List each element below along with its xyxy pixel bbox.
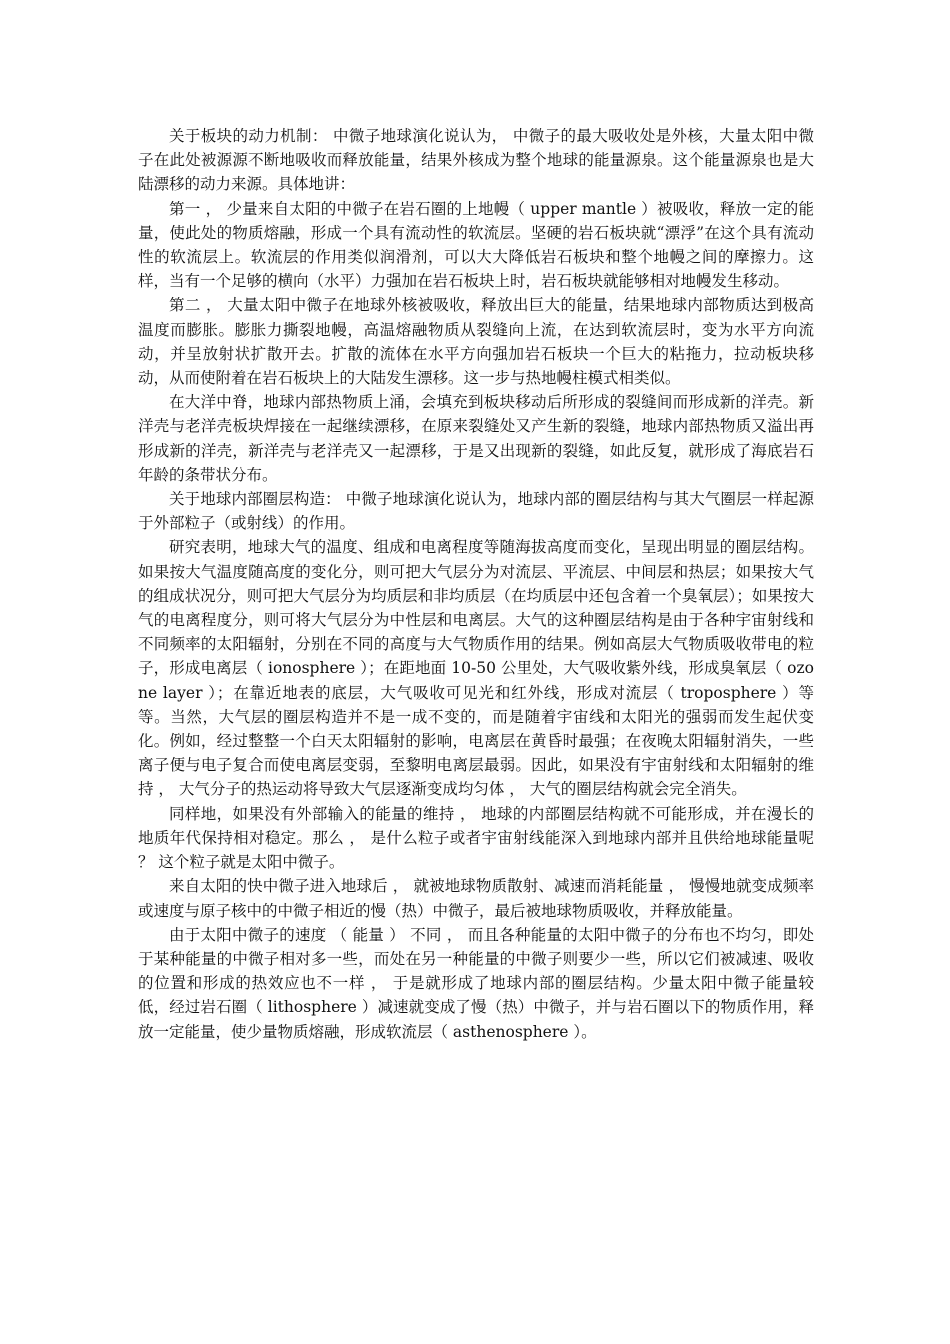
- paragraph-energy-input: 同样地，如果没有外部输入的能量的维持 ， 地球的内部圈层结构就不可能形成，并在漫长的地质年代保持相对稳定。那么 ， 是什么粒子或者宇宙射线能深入到地球内部并且供给地球能量呢 ？ 这个粒子就是太阳中微子。: [138, 804, 814, 872]
- paragraph-neutrino-energy: 由于太阳中微子的速度 （ 能量 ） 不同 ， 而且各种能量的太阳中微子的分布也不均匀，即处于某种能量的中微子相对多一些，而处在另一种能量的中微子则要少一些，所以它们被减速、吸收的位置和形成的热效应也不一样 ， 于是就形成了地球内部的圈层结构。少量太阳中微子能量较低，经过岩石圈（ lithosphere ）减速就变成了慢（热）中微子，并与岩石圈以下的物质作用，释放一定能量，使少量物质熔融，形成软流层（ asthenosphere ）。: [138, 925, 814, 1041]
- paragraph-first-mechanism: 第一 ， 少量来自太阳的中微子在岩石圈的上地幔（ upper mantle ）被吸收，释放一定的能量，使此处的物质熔融，形成一个具有流动性的软流层。坚硬的岩石板块就“漂浮”在这个具有流动性的软流层上。软流层的作用类似润滑剂，可以大大降低岩石板块和整个地幔之间的摩擦力。这样，当有一个足够的横向（水平）力强加在岩石板块上时，岩石板块就能够相对地幔发生移动。: [138, 199, 814, 291]
- paragraph-fast-neutrinos: 来自太阳的快中微子进入地球后 ， 就被地球物质散射、减速而消耗能量 ， 慢慢地就变成频率或速度与原子核中的中微子相近的慢（热）中微子，最后被地球物质吸收，并释放能量。: [138, 877, 814, 920]
- paragraph-second-mechanism: 第二 ， 大量太阳中微子在地球外核被吸收，释放出巨大的能量，结果地球内部物质达到极高温度而膨胀。膨胀力撕裂地幔，高温熔融物质从裂缝向上流，在达到软流层时，变为水平方向流动，并呈放射状扩散开去。扩散的流体在水平方向强加岩石板块一个巨大的粘拖力，拉动板块移动，从而使附着在岩石板块上的大陆发生漂移。这一步与热地幔柱模式相类似。: [138, 296, 814, 388]
- paragraph-internal-layers: 关于地球内部圈层构造： 中微子地球演化说认为，地球内部的圈层结构与其大气圈层一样起源于外部粒子（或射线）的作用。: [138, 490, 814, 533]
- paragraph-mid-ocean-ridge: 在大洋中脊，地球内部热物质上涌，会填充到板块移动后所形成的裂缝间而形成新的洋壳。新洋壳与老洋壳板块焊接在一起继续漂移，在原来裂缝处又产生新的裂缝，地球内部热物质又溢出再形成新的洋壳，新洋壳与老洋壳又一起漂移，于是又出现新的裂缝，如此反复，就形成了海底岩石年龄的条带状分布。: [138, 393, 814, 484]
- document-body: [138, 124, 814, 1044]
- paragraph-plate-dynamics: 关于板块的动力机制： 中微子地球演化说认为， 中微子的最大吸收处是外核，大量太阳中微子在此处被源源不断地吸收而释放能量，结果外核成为整个地球的能量源泉。这个能量源泉也是大陆漂移的动力来源。具体地讲：: [138, 127, 814, 194]
- paragraph-atmosphere-layers: 研究表明，地球大气的温度、组成和电离程度等随海拔高度而变化，呈现出明显的圈层结构。如果按大气温度随高度的变化分，则可把大气层分为对流层、平流层、中间层和热层；如果按大气的组成状况分，则可把大气层分为均质层和非均质层（在均质层中还包含着一个臭氧层）；如果按大气的电离程度分，则可将大气层分为中性层和电离层。大气的这种圈层结构是由于各种宇宙射线和不同频率的太阳辐射，分别在不同的高度与大气物质作用的结果。例如高层大气物质吸收带电的粒子，形成电离层（ ionosphere ）；在距地面 10-50 公里处，大气吸收紫外线，形成臭氧层（ ozone layer ）；在靠近地表的底层，大气吸收可见光和红外线，形成对流层（ troposphere ）等等。当然，大气层的圈层构造并不是一成不变的，而是随着宇宙线和太阳光的强弱而发生起伏变化。例如，经过整整一个白天太阳辐射的影响，电离层在黄昏时最强；在夜晚太阳辐射消失，一些离子便与电子复合而使电离层变弱，至黎明电离层最弱。因此，如果没有宇宙射线和太阳辐射的维持 ， 大气分子的热运动将导致大气层逐渐变成均匀体 ， 大气的圈层结构就会完全消失。: [138, 538, 814, 799]
